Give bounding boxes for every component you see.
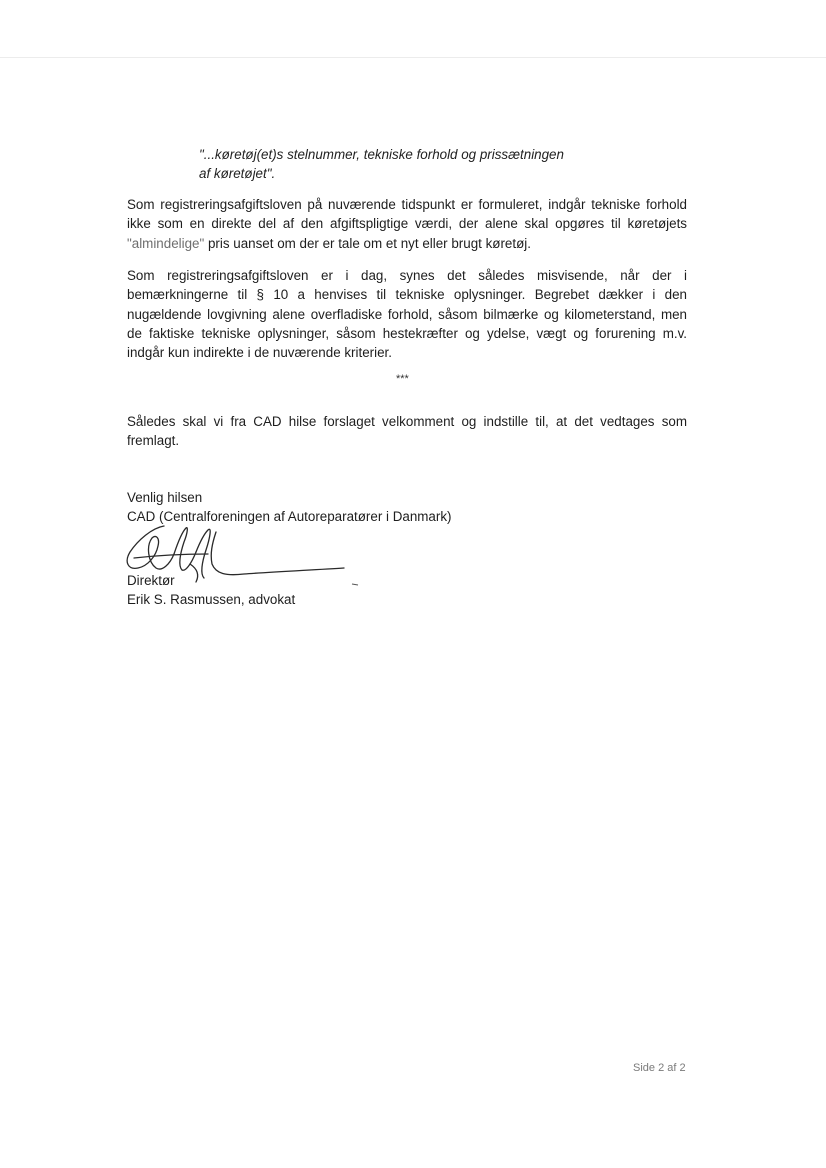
page-number: Side 2 af 2 — [633, 1062, 686, 1074]
paragraph-3: Således skal vi fra CAD hilse forslaget velkomment og indstille til, at det vedtages som fremlagt. — [127, 414, 687, 449]
quote-line-1: "...køretøj(et)s stelnummer, tekniske forhold og prissætningen — [199, 147, 564, 162]
paragraph-1-text-before: Som registreringsafgiftsloven på nuværende tidspunkt er formuleret, indgår tekniske forhold ikke som en direkte del af den afgiftspligtige værdi, der alene skal opgøres til køretøjets — [127, 197, 687, 232]
closing-greeting: Venlig hilsen — [127, 490, 203, 505]
section-separator: *** — [396, 373, 409, 385]
closing-organization: CAD (Centralforeningen af Autoreparatører i Danmark) — [127, 509, 452, 525]
signer-name: Erik S. Rasmussen, advokat — [127, 591, 296, 607]
paragraph-1 — [127, 195, 687, 253]
quoted-text — [199, 145, 629, 183]
handwritten-signature — [112, 518, 362, 590]
signer-title: Direktør — [127, 572, 175, 588]
paragraph-1-text-after: pris uanset om der er tale om et nyt eller brugt køretøj. — [204, 235, 531, 251]
paragraph-1-faint-word: "almindelige" — [127, 235, 205, 251]
scan-edge-line — [0, 57, 826, 58]
paragraph-2: Som registreringsafgiftsloven er i dag, synes det således misvisende, når der i bemærkningerne til § 10 a henvises til tekniske oplysninger. Begrebet dækker i den nugældende lovgivning alene overfladiske forhold, såsom bilmærke og kilometerstand, men de faktiske tekniske oplysninger, såsom hestekræfter og ydelse, vægt og forurening m.v. indgår kun indirekte i de nuværende kriterier. — [127, 268, 687, 361]
quote-line-2: af køretøjet". — [199, 166, 276, 181]
